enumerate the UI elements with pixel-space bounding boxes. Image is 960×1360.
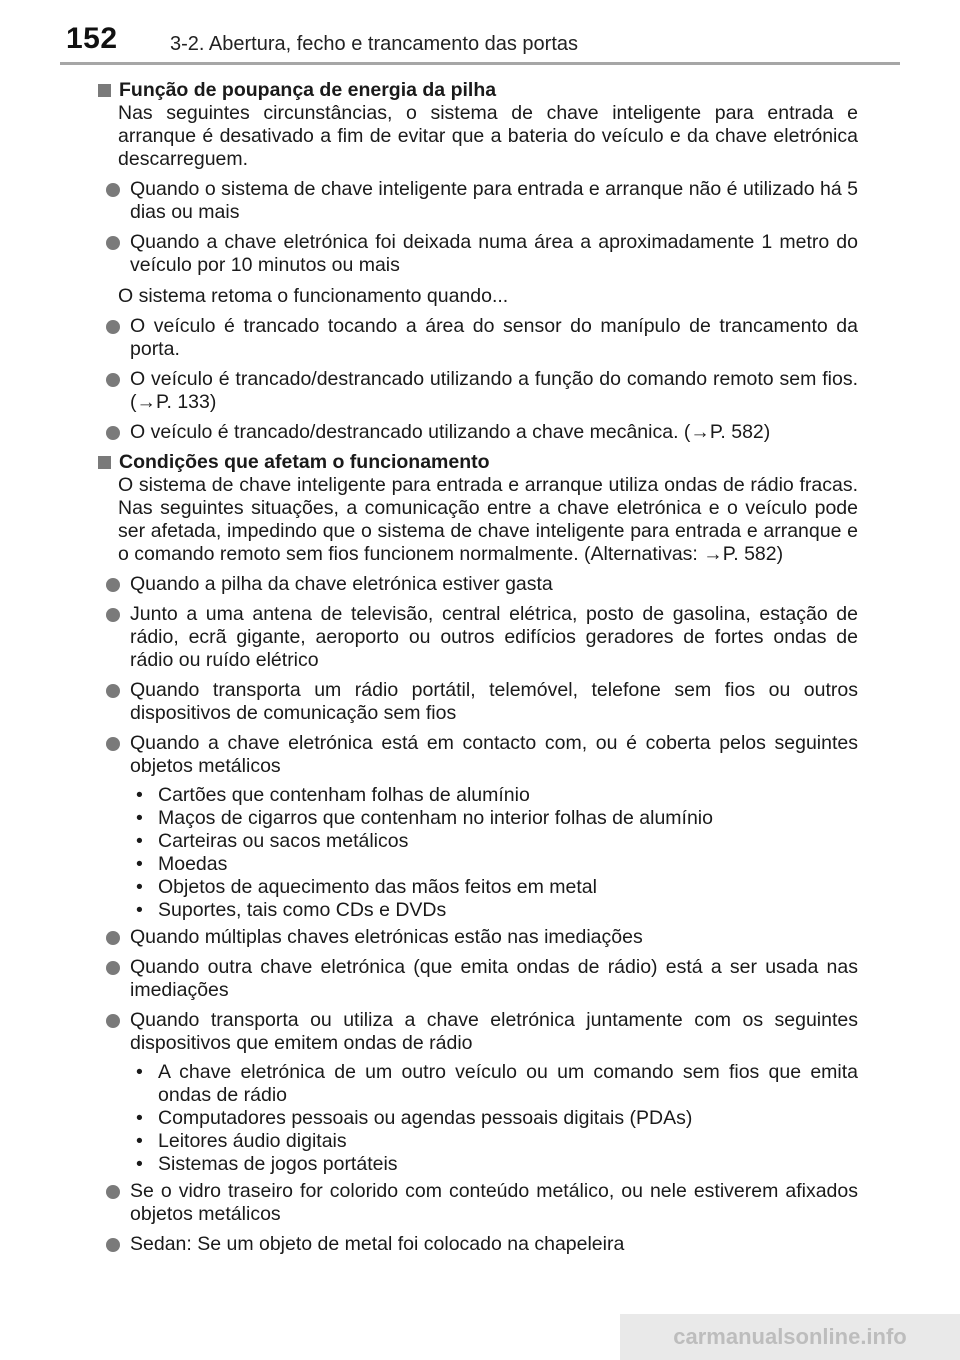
round-bullet-icon (106, 608, 120, 622)
sub-list-item-text: Leitores áudio digitais (158, 1130, 347, 1152)
page-number: 152 (66, 22, 118, 55)
list-item-text: Quando a pilha da chave eletrónica estiver gasta (130, 573, 553, 595)
section-heading-battery-saving (96, 78, 858, 102)
page-content (96, 78, 858, 1256)
list-item (96, 315, 858, 361)
list-item (96, 573, 858, 596)
list-item (96, 926, 858, 949)
sub-list-item (136, 1107, 858, 1130)
paragraph: O sistema de chave inteligente para entrada e arranque utiliza ondas de rádio fracas. Nas seguintes situações, a comunicação entre a chave eletrónica e o veículo pode ser afetada, impedindo que o sistema de chave inteligente para entrada e arranque e o comando remoto sem fios funcionem normalmente. (Alternativas: →P. 582) (118, 474, 858, 565)
list-item (96, 1180, 858, 1226)
small-dot-bullet: • (136, 1061, 143, 1083)
list-item (96, 679, 858, 725)
list-item-text: Quando outra chave eletrónica (que emita ondas de rádio) está a ser usada nas imediações (130, 956, 858, 1001)
list-item-text: Junto a uma antena de televisão, central elétrica, posto de gasolina, estação de rádio, ecrã gigante, aeroporto ou outros edifícios geradores de fortes ondas de rádio ou ruído elétrico (130, 603, 858, 671)
small-dot-bullet: • (136, 784, 143, 806)
list-item (96, 956, 858, 1002)
round-bullet-icon (106, 426, 120, 440)
square-bullet-icon (98, 84, 111, 97)
list-item (96, 1009, 858, 1055)
round-bullet-icon (106, 961, 120, 975)
small-dot-bullet: • (136, 1130, 143, 1152)
small-dot-bullet: • (136, 876, 143, 898)
round-bullet-icon (106, 737, 120, 751)
page-header (0, 0, 960, 64)
sub-list-item-text: Sistemas de jogos portáteis (158, 1153, 398, 1175)
list-item (96, 421, 858, 444)
sub-list-metal-objects (96, 784, 858, 922)
list-item-text: Quando a chave eletrónica está em contacto com, ou é coberta pelos seguintes objetos metálicos (130, 732, 858, 777)
round-bullet-icon (106, 931, 120, 945)
heading-text: Condições que afetam o funcionamento (119, 451, 490, 473)
sub-list-item (136, 899, 858, 922)
section-title: 3-2. Abertura, fecho e trancamento das portas (170, 33, 579, 55)
sub-list-item-text: Maços de cigarros que contenham no interior folhas de alumínio (158, 807, 713, 829)
small-dot-bullet: • (136, 1153, 143, 1175)
list-item (96, 178, 858, 224)
list-item-text: Quando transporta um rádio portátil, telemóvel, telefone sem fios ou outros dispositivos de comunicação sem fios (130, 679, 858, 724)
list-item-text: Se o vidro traseiro for colorido com conteúdo metálico, ou nele estiverem afixados objetos metálicos (130, 1180, 858, 1225)
list-item (96, 732, 858, 778)
round-bullet-icon (106, 684, 120, 698)
sub-list-item-text: Moedas (158, 853, 228, 875)
small-dot-bullet: • (136, 1107, 143, 1129)
sub-list-item (136, 1130, 858, 1153)
small-dot-bullet: • (136, 807, 143, 829)
round-bullet-icon (106, 1014, 120, 1028)
round-bullet-icon (106, 236, 120, 250)
list-item (96, 368, 858, 414)
sub-list-item (136, 807, 858, 830)
sub-list-item (136, 784, 858, 807)
list-item-text: O veículo é trancado/destrancado utilizando a chave mecânica. (→P. 582) (130, 421, 771, 443)
paragraph: O sistema retoma o funcionamento quando... (118, 285, 509, 307)
small-dot-bullet: • (136, 899, 143, 921)
round-bullet-icon (106, 373, 120, 387)
list-item-text: O veículo é trancado tocando a área do sensor do manípulo de trancamento da porta. (130, 315, 858, 360)
sub-list-item (136, 876, 858, 899)
sub-list-item (136, 1153, 858, 1176)
sub-list-item-text: Suportes, tais como CDs e DVDs (158, 899, 447, 921)
list-item-text: Quando a chave eletrónica foi deixada numa área a aproximadamente 1 metro do veículo por 10 minutos ou mais (130, 231, 858, 276)
sub-list-item-text: Computadores pessoais ou agendas pessoais digitais (PDAs) (158, 1107, 693, 1129)
list-item-text: Quando o sistema de chave inteligente para entrada e arranque não é utilizado há 5 dias ou mais (130, 178, 858, 223)
sub-list-item-text: Carteiras ou sacos metálicos (158, 830, 409, 852)
sub-list-item-text: Objetos de aquecimento das mãos feitos em metal (158, 876, 597, 898)
sub-list-item-text: Cartões que contenham folhas de alumínio (158, 784, 530, 806)
list-item-text: Sedan: Se um objeto de metal foi colocado na chapeleira (130, 1233, 625, 1255)
sub-list-radio-devices (96, 1061, 858, 1176)
round-bullet-icon (106, 320, 120, 334)
watermark: carmanualsonline.info (620, 1314, 960, 1360)
round-bullet-icon (106, 1238, 120, 1252)
list-item (96, 231, 858, 277)
sub-list-item-text: A chave eletrónica de um outro veículo ou um comando sem fios que emita ondas de rádio (158, 1061, 858, 1106)
round-bullet-icon (106, 578, 120, 592)
small-dot-bullet: • (136, 853, 143, 875)
small-dot-bullet: • (136, 830, 143, 852)
header-divider (60, 62, 900, 65)
list-item-text: Quando transporta ou utiliza a chave eletrónica juntamente com os seguintes dispositivos que emitem ondas de rádio (130, 1009, 858, 1054)
square-bullet-icon (98, 456, 111, 469)
section-heading-operating-conditions (96, 450, 858, 474)
list-item (96, 603, 858, 672)
round-bullet-icon (106, 1185, 120, 1199)
list-item-text: O veículo é trancado/destrancado utilizando a função do comando remoto sem fios. (→P. 133) (130, 368, 858, 413)
list-item (96, 1233, 858, 1256)
sub-list-item (136, 853, 858, 876)
sub-list-item (136, 1061, 858, 1107)
paragraph: Nas seguintes circunstâncias, o sistema de chave inteligente para entrada e arranque é desativado a fim de evitar que a bateria do veículo e da chave eletrónica descarreguem. (118, 102, 858, 170)
list-item-text: Quando múltiplas chaves eletrónicas estão nas imediações (130, 926, 643, 948)
round-bullet-icon (106, 183, 120, 197)
heading-text: Função de poupança de energia da pilha (119, 79, 497, 101)
sub-list-item (136, 830, 858, 853)
